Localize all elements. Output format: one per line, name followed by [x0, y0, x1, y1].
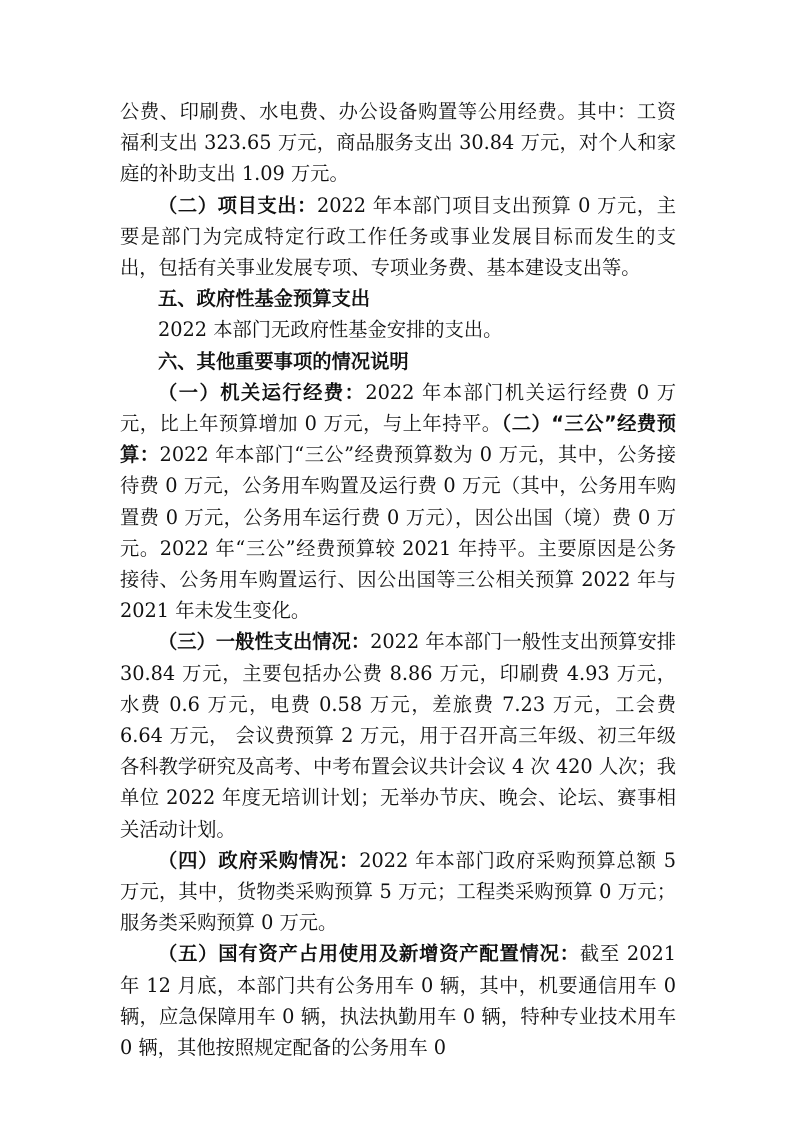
section-label: （二）“三公”经费预算： [120, 412, 676, 467]
section-label: （四）政府采购情况： [158, 848, 360, 872]
paragraph-public-expenses [120, 96, 676, 190]
section-label: （三）一般性支出情况： [158, 630, 371, 654]
paragraph-text: 2022 年本部门项目支出预算 0 万元，主要是部门为完成特定行政工作任务或事业发展目标而发生的支出，包括有关事业发展专项、专项业务费、基本建设支出等。 [120, 193, 676, 280]
document-page [120, 96, 676, 1063]
section-label: （一）机关运行经费： [158, 380, 366, 404]
paragraph-state-assets [120, 938, 676, 1063]
section-label: （二）项目支出： [158, 193, 317, 217]
heading-text: 五、政府性基金预算支出 [158, 287, 371, 311]
paragraph-text: 2022 年本部门“三公”经费预算数为 0 万元，其中，公务接待费 0 万元，公务用车购置及运行费 0 万元（其中，公务用车购置费 0 万元，公务用车运行费 0 万元），因公出国（境）费 0 万元。2022 年“三公”经费预算较 2021 年持平。主要原因是公务接待、公务用车购置运行、因公出国等三公相关预算 2022 年与 2021 年未发生变化。 [120, 443, 677, 623]
paragraph-text: 截至 2021 年 12 月底，本部门共有公务用车 0 辆，其中，机要通信用车 0 辆，应急保障用车 0 辆，执法执勤用车 0 辆，特种专业技术用车 0 辆，其他按照规定配备的公务用车 0 [120, 942, 677, 1060]
paragraph-text: 2022 年本部门政府采购预算总额 5 万元，其中，货物类采购预算 5 万元；工程类采购预算 0 万元；服务类采购预算 0 万元。 [120, 848, 677, 935]
paragraph-text: 2022 本部门无政府性基金安排的支出。 [158, 318, 503, 342]
paragraph-fund-budget [120, 314, 676, 345]
paragraph-general-expenditure [120, 626, 676, 844]
paragraph-project-expenditure [120, 190, 676, 284]
paragraph-procurement [120, 845, 676, 939]
paragraph-text: 2022 年本部门机关运行经费 0 万元，比上年预算增加 0 万元，与上年持平。 [120, 380, 676, 436]
section-heading-five [120, 283, 676, 314]
paragraph-text: 公费、印刷费、水电费、办公设备购置等公用经费。其中：工资福利支出 323.65 万元，商品服务支出 30.84 万元，对个人和家庭的补助支出 1.09 万元。 [120, 100, 676, 186]
heading-text: 六、其他重要事项的情况说明 [158, 349, 409, 373]
section-heading-six [120, 346, 676, 377]
paragraph-operating-and-three-public [120, 377, 676, 627]
section-label: （五）国有资产占用使用及新增资产配置情况： [158, 942, 580, 966]
paragraph-text: 2022 年本部门一般性支出预算安排 30.84 万元，主要包括办公费 8.86 万元，印刷费 4.93 万元，水费 0.6 万元，电费 0.58 万元，差旅费 7.23 万元，工会费 6.64 万元， 会议费预算 2 万元，用于召开高三年级、初三年级各科教学研究及高考、中考布置会议共计会议 4 次 420 人次；我单位 2022 年度无培训计划；无举办节庆、晚会、论坛、赛事相关活动计划。 [120, 630, 677, 841]
